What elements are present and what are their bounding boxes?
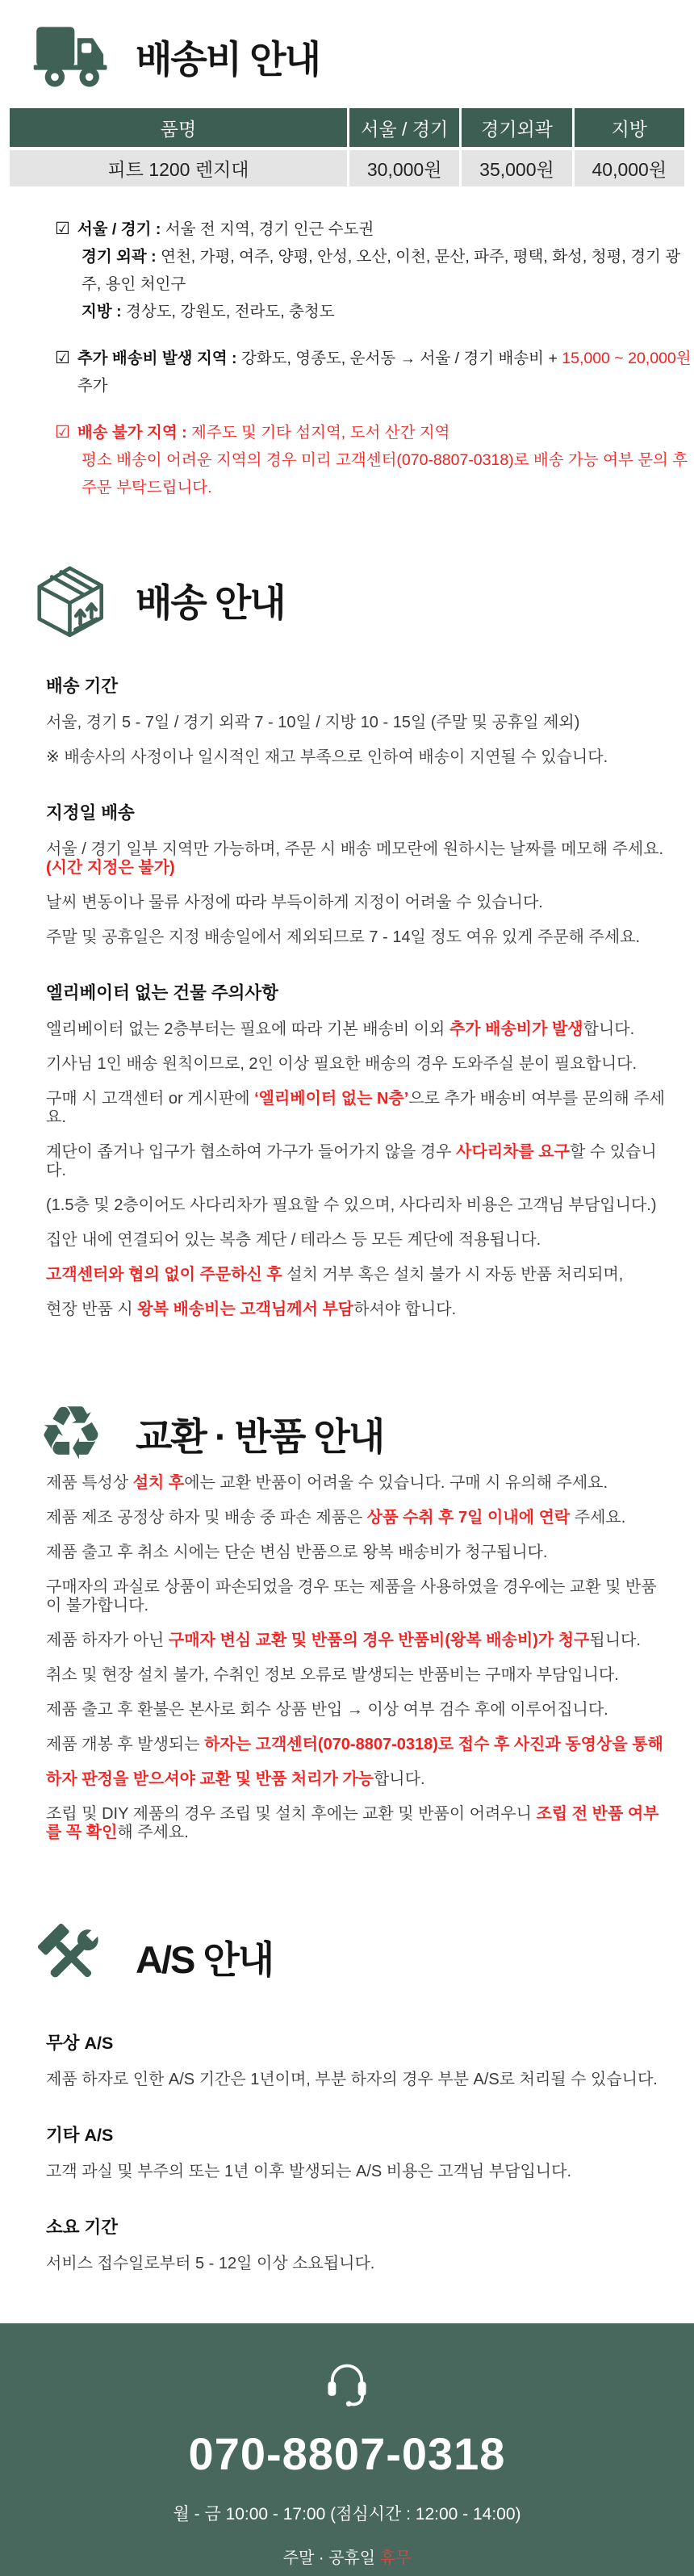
text-segment: 고객센터와 협의 없이 주문하신 후 [46, 1266, 282, 1284]
text-segment: 경상도, 강원도, 전라도, 충청도 [126, 303, 335, 320]
text-segment: 으로 추가 배송비 여부를 문의해 주세요. [46, 1090, 665, 1126]
exchange-content [46, 1474, 670, 1842]
text-segment: 기사님 1인 배송 원칙이므로, 2인 이상 필요한 배송의 경우 도와주실 분이 필요합니다. [46, 1055, 638, 1073]
text-segment: 제품 출고 후 환불은 본사로 회수 상품 반입 → 이상 여부 검수 후에 이루어집니다. [46, 1701, 608, 1719]
text-segment: 조립 전 반품 여부를 꼭 확인 [46, 1805, 659, 1841]
text-segment: 제주도 및 기타 섬지역, 도서 산간 지역 [191, 424, 450, 442]
line-text [46, 2071, 658, 2088]
text-line [55, 446, 694, 501]
text-line [55, 243, 694, 298]
text-segment: 설치 후 [132, 1474, 185, 1492]
line-text [46, 1055, 637, 1073]
line-text [46, 714, 579, 731]
line-text [46, 748, 608, 766]
text-segment: 제품 하자로 인한 A/S 기간은 1년이며, 부분 하자의 경우 부분 A/S로 처리될 수 있습니다. [46, 2071, 658, 2088]
line-text [283, 2549, 412, 2567]
subsection-title: 지정일 배송 [46, 803, 135, 823]
table-cell: 피트 1200 렌지대 [107, 159, 249, 180]
line-text [46, 1736, 663, 1753]
text-line [46, 1631, 670, 1650]
text-line [46, 1701, 670, 1719]
line-text [46, 1231, 541, 1249]
line-text [46, 1474, 608, 1492]
phone-number: 070-8807-0318 [188, 2428, 506, 2479]
table-header-row [10, 108, 684, 147]
line-text [77, 419, 450, 446]
shipping-fee-notes [55, 216, 694, 501]
table-cell: 35,000원 [459, 150, 571, 186]
text-segment: 합니다. [373, 1770, 425, 1788]
text-line [46, 1055, 670, 1074]
text-line [55, 298, 694, 325]
text-segment: ※ 배송사의 사정이나 일시적인 재고 부족으로 인하여 배송이 지연될 수 있습니다. [46, 748, 608, 766]
text-segment: 해 주세요. [117, 1824, 189, 1841]
text-segment: 제품 제조 공정상 하자 및 배송 중 파손 제품은 [46, 1509, 367, 1527]
section-title-exchange: 교환 · 반품 안내 [136, 1414, 384, 1458]
text-line [46, 1196, 670, 1215]
text-segment: 계단이 좁거나 입구가 협소하여 가구가 들어가지 않을 경우 [46, 1143, 457, 1161]
subsection-title: 무상 A/S [46, 2034, 114, 2053]
text-segment: 구매 시 고객센터 or 게시판에 [46, 1090, 255, 1108]
text-segment: 주말 · 공휴일 [282, 2549, 380, 2567]
text-line [46, 2163, 670, 2181]
text-segment: 추가 배송비가 발생 [449, 1020, 583, 1038]
line-text [46, 1090, 665, 1126]
customer-service-footer [0, 2323, 694, 2576]
text-segment: 왕복 배송비는 고객님께서 부담 [137, 1301, 354, 1318]
text-segment: 할 수 있습니다. [46, 1143, 657, 1179]
text-line [46, 840, 670, 878]
headset-icon [316, 2351, 378, 2413]
delivery-header [31, 559, 694, 640]
text-segment: 상품 수취 후 7일 이내에 연락 [366, 1509, 571, 1527]
delivery-content [46, 672, 670, 1319]
text-line [46, 2255, 670, 2273]
text-line [46, 1544, 670, 1562]
shipping-fee-table [10, 108, 684, 186]
text-segment: 설치 거부 혹은 설치 불가 시 자동 반품 처리되며, [282, 1266, 624, 1284]
section-title-as: A/S 안내 [136, 1937, 274, 1981]
text-line [46, 1509, 670, 1527]
text-line [46, 748, 670, 767]
text-segment: 서울 / 경기 : [77, 220, 165, 238]
text-segment: 하자는 고객센터(070-8807-0318)로 접수 후 사진과 동영상을 통해 [204, 1736, 663, 1753]
line-text [46, 1509, 625, 1527]
checkbox-icon: ☑ [55, 349, 70, 367]
text-segment: 서울 / 경기 일부 지역만 가능하며, 주문 시 배송 메모란에 원하시는 날짜를 메모해 주세요. [46, 840, 664, 858]
text-line [46, 1736, 670, 1754]
line-text [46, 1544, 547, 1561]
text-line [46, 1090, 670, 1127]
shipping-fee-header [31, 16, 694, 97]
text-segment: 에는 교환 반품이 어려울 수 있습니다. 구매 시 유의해 주세요. [184, 1474, 608, 1492]
text-segment: 서울 전 지역, 경기 인근 수도권 [165, 220, 374, 238]
text-line [46, 1474, 670, 1493]
line-text [82, 298, 335, 325]
tools-icon [31, 1916, 111, 1997]
line-text [46, 1770, 425, 1788]
exchange-header [31, 1390, 694, 1476]
line-text [46, 840, 663, 877]
subsection-title: 배송 기간 [46, 676, 119, 696]
table-header-cell: 지방 [572, 108, 684, 147]
text-segment: 15,000 ~ 20,000원 [562, 350, 692, 367]
table-header-cell: 경기외곽 [459, 108, 571, 147]
text-line [46, 1805, 670, 1842]
line-text [46, 894, 543, 911]
line-text [46, 1631, 641, 1649]
line-text [46, 1143, 657, 1179]
text-line [46, 714, 670, 732]
text-segment: (1.5층 및 2층이어도 사다리차가 필요할 수 있으며, 사다리차 비용은 고객님 부담입니다.) [46, 1196, 657, 1214]
text-line [46, 1301, 670, 1319]
text-segment: 서비스 접수일로부터 5 - 12일 이상 소요됩니다. [46, 2255, 375, 2272]
text-line [46, 1020, 670, 1039]
text-line [46, 1666, 670, 1685]
line-text [46, 1805, 658, 1841]
text-segment: 취소 및 현장 설치 불가, 수취인 정보 오류로 발생되는 반품비는 구매자 부담입니다. [46, 1666, 619, 1684]
line-text [46, 1020, 634, 1038]
text-segment: 추가 배송비 발생 지역 : [77, 350, 241, 367]
line-text [46, 1301, 456, 1318]
checkbox-icon: ☑ [55, 220, 70, 238]
text-line [46, 1578, 670, 1615]
text-line [283, 2545, 412, 2568]
line-text [77, 345, 694, 400]
line-text [46, 2255, 374, 2272]
subsection-title: 소요 기간 [46, 2218, 119, 2237]
text-line [46, 1770, 670, 1789]
subsection-title: 엘리베이터 없는 건물 주의사항 [46, 983, 278, 1003]
table-header-cell: 서울 / 경기 [347, 108, 459, 147]
closed-notice [283, 2545, 412, 2568]
text-segment: 제품 출고 후 취소 시에는 단순 변심 반품으로 왕복 배송비가 청구됩니다. [46, 1544, 548, 1561]
text-segment: 경기 외곽 : [82, 248, 161, 266]
text-segment: 제품 개봉 후 발생되는 [46, 1736, 205, 1753]
as-content [46, 2029, 670, 2273]
table-header-cell: 품명 [160, 118, 197, 140]
text-segment: 현장 반품 시 [46, 1301, 138, 1318]
text-line [46, 1231, 670, 1250]
recycle-icon: ♻ [37, 1390, 105, 1476]
text-segment: 서울, 경기 5 - 7일 / 경기 외곽 7 - 10일 / 지방 10 - 15일 (주말 및 공휴일 제외) [46, 714, 580, 731]
text-segment: 주세요. [570, 1509, 626, 1527]
line-text [46, 1196, 657, 1214]
text-segment: 구매자의 과실로 상품이 파손되었을 경우 또는 제품을 사용하였을 경우에는 교환 및 반품이 불가합니다. [46, 1578, 657, 1615]
line-text [46, 1701, 608, 1719]
subsection-title: 기타 A/S [46, 2126, 114, 2145]
section-title-shipping-fee: 배송비 안내 [136, 37, 320, 81]
text-segment: 됩니다. [589, 1631, 641, 1649]
text-line [46, 1266, 670, 1284]
line-text [46, 1266, 623, 1284]
text-segment: ‘엘리베이터 없는 N층’ [254, 1090, 409, 1108]
text-segment: 추가 [77, 377, 108, 395]
line-text [46, 2163, 571, 2180]
text-line [55, 419, 694, 446]
as-header [31, 1916, 694, 1997]
text-segment: (시간 지정은 불가) [46, 859, 175, 877]
text-segment: 날씨 변동이나 물류 사정에 따라 부득이하게 지정이 어려울 수 있습니다. [46, 894, 543, 911]
text-segment: 강화도, 영종도, 운서동 → 서울 / 경기 배송비 + [240, 350, 562, 367]
text-segment: 구매자 변심 교환 및 반품의 경우 반품비(왕복 배송비)가 청구 [168, 1631, 590, 1649]
text-segment: 합니다. [583, 1020, 635, 1038]
line-text [46, 1666, 619, 1684]
line-text [82, 446, 694, 501]
text-segment: 하자 판정을 받으셔야 교환 및 반품 처리가 가능 [46, 1770, 374, 1788]
text-segment: 주말 및 공휴일은 지정 배송일에서 제외되므로 7 - 14일 정도 여유 있게 주문해 주세요. [46, 928, 641, 946]
text-segment: 하셔야 합니다. [353, 1301, 457, 1318]
text-line [46, 1143, 670, 1180]
text-segment: 연천, 가평, 여주, 양평, 안성, 오산, 이천, 문산, 파주, 평택, 화성, 청평, 경기 광주, 용인 처인구 [82, 248, 681, 293]
line-text [46, 928, 640, 946]
truck-icon [31, 16, 111, 97]
text-segment: 엘리베이터 없는 2층부터는 필요에 따라 기본 배송비 이외 [46, 1020, 449, 1038]
text-segment: 휴무 [379, 2549, 412, 2567]
line-text [77, 216, 374, 243]
text-line [46, 928, 670, 947]
text-line [55, 216, 694, 243]
business-hours: 월 - 금 10:00 - 17:00 (점심시간 : 12:00 - 14:00) [173, 2505, 521, 2524]
box-icon [31, 559, 111, 640]
table-cell: 40,000원 [572, 150, 684, 186]
text-line [46, 894, 670, 912]
text-segment: 사다리차를 요구 [456, 1143, 570, 1161]
text-line [46, 2071, 670, 2089]
table-row [10, 150, 684, 186]
table-cell: 30,000원 [347, 150, 459, 186]
text-segment: 조립 및 DIY 제품의 경우 조립 및 설치 후에는 교환 및 반품이 어려우니 [46, 1805, 537, 1823]
text-segment: 고객 과실 및 부주의 또는 1년 이후 발생되는 A/S 비용은 고객님 부담입니다. [46, 2163, 571, 2180]
text-segment: 지방 : [82, 303, 127, 320]
text-segment: 제품 하자가 아닌 [46, 1631, 169, 1649]
text-segment: 평소 배송이 어려운 지역의 경우 미리 고객센터(070-8807-0318)로 배송 가능 여부 문의 후 주문 부탁드립니다. [82, 451, 688, 496]
text-segment: 집안 내에 연결되어 있는 복층 계단 / 테라스 등 모든 계단에 적용됩니다. [46, 1231, 541, 1249]
text-segment: 배송 불가 지역 : [77, 424, 192, 442]
checkbox-icon: ☑ [55, 423, 70, 442]
section-title-delivery: 배송 안내 [136, 580, 285, 624]
line-text [82, 243, 694, 298]
line-text [46, 1578, 657, 1615]
text-line [55, 345, 694, 400]
text-segment: 제품 특성상 [46, 1474, 133, 1492]
